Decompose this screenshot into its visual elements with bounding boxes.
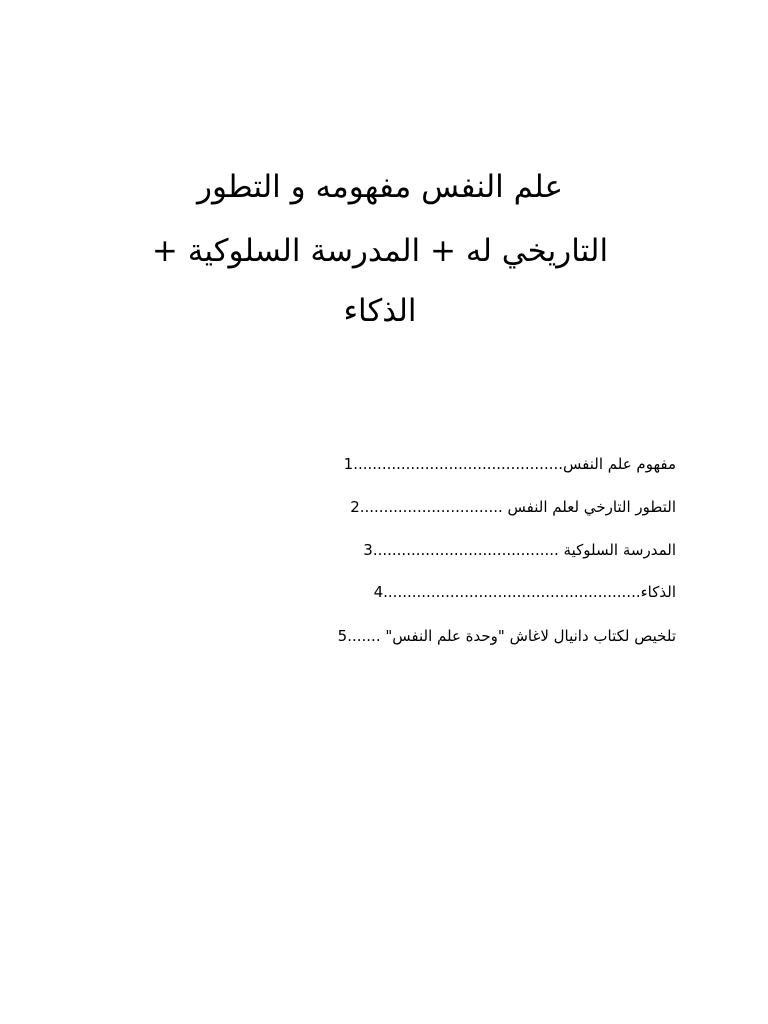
toc-item: التطور التارخي لعلم النفس ..............................2: [350, 498, 676, 516]
toc-item: الذكاء......................................................4: [373, 583, 676, 601]
title-line-3: الذكاء: [343, 293, 417, 329]
toc-item: تلخيص لكتاب دانيال لاغاش "وحدة علم النفس" .......5: [337, 627, 676, 645]
toc-item: مفهوم علم النفس............................................1: [343, 455, 676, 473]
title-line-2: التاريخي له + المدرسة السلوكية +: [151, 233, 609, 269]
toc-item: المدرسة السلوكية .......................................3: [363, 541, 676, 559]
title-line-1: علم النفس مفهومه و التطور: [196, 169, 564, 205]
